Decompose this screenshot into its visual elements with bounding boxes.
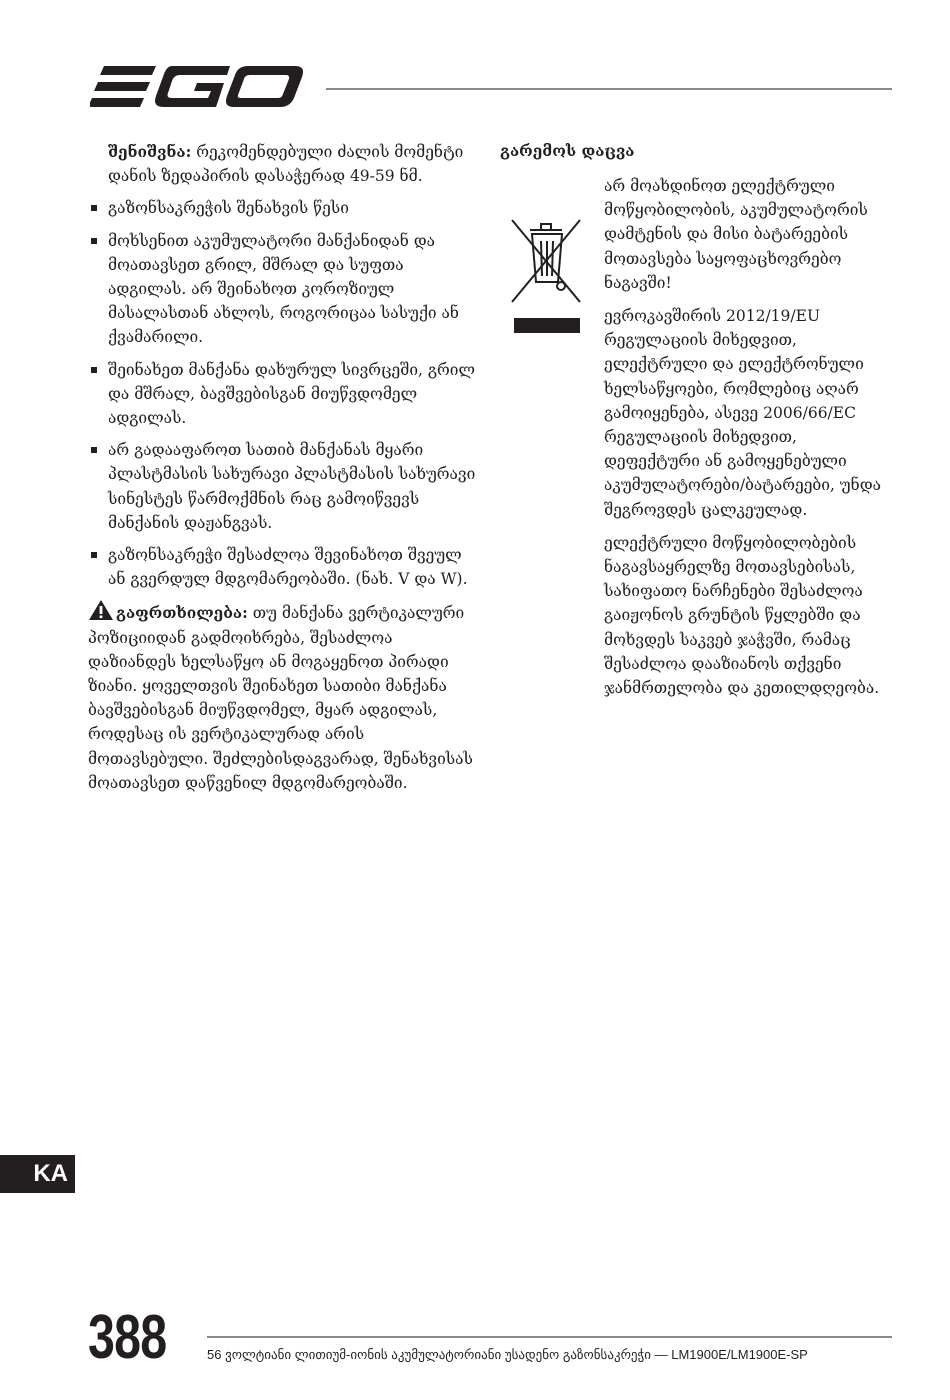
list-item bbox=[88, 229, 483, 350]
storage-list bbox=[88, 196, 483, 591]
list-item bbox=[88, 358, 483, 431]
warning-paragraph bbox=[88, 599, 483, 795]
ego-logo bbox=[90, 62, 305, 112]
list-item-text: მოხსენით აკუმულატორი მანქანიდან და მოათავსეთ გრილ, მშრალ და სუფთა ადგილას. არ შეინახოთ კოროზიულ მასალასთან ახლოს, როგორიცაა სასუქი ან ქვამარილი. bbox=[108, 231, 459, 347]
section-title: გარემოს დაცვა bbox=[500, 141, 635, 160]
environment-paragraph: ევროკავშირის 2012/19/EU რეგულაციის მიხედვით, ელექტრული და ელექტრონული ხელსაწყოები, რომლებიც აღარ გამოიყენება, ასევე 2006/66/EC რეგულაციის მიხედვით, დეფექტური ან გამოყენებული აკუმულატორები/ბატარეები, უნდა შეგროვდეს ცალკეულად. bbox=[604, 307, 882, 519]
list-item-text: გაზონსაკრეჭის შენახვის წესი bbox=[108, 199, 349, 218]
warning-label: გაფრთხილება: bbox=[116, 603, 248, 623]
footer-rule bbox=[207, 1336, 892, 1338]
crossed-out-bin-icon bbox=[508, 214, 584, 334]
bullet-square-icon bbox=[91, 447, 97, 453]
list-item-text: გაზონსაკრეჭი შესაძლოა შევინახოთ შვეულ ან გვერდულ მდგომარეობაში. (ნახ. V და W). bbox=[108, 546, 468, 589]
torque-note bbox=[88, 140, 483, 188]
list-item-text: შეინახეთ მანქანა დახურულ სივრცეში, გრილ და მშრალ, ბავშვებისგან მიუწვდომელ ადგილას. bbox=[108, 360, 475, 428]
left-column bbox=[88, 140, 483, 795]
note-label: შენიშვნა: bbox=[108, 142, 192, 161]
page-number: 388 bbox=[88, 1303, 167, 1372]
weee-block bbox=[500, 174, 892, 700]
list-item-text: არ გადააფაროთ სათიბ მანქანას მყარი პლასტმასის სახურავი პლასტმასის სახურავი სინესტეს წარმოქმნის რაც გამოიწვევს მანქანის დაჟანგვას. bbox=[108, 441, 476, 532]
bullet-square-icon bbox=[91, 552, 97, 558]
list-item bbox=[88, 543, 483, 591]
environment-text bbox=[604, 174, 892, 700]
bullet-square-icon bbox=[91, 205, 97, 211]
note-text: რეკომენდებული ძალის მომენტი დანის ზედაპირის დასაჭერად 49-59 ნმ. bbox=[108, 143, 464, 186]
environment-paragraph: ელექტრული მოწყობილობების ნაგავსაყრელზე მოთავსებისას, სახიფათო ნარჩენები შესაძლოა გაიჟონოს გრუნტის წყლებში და მოხვდეს საკვებ ჯაჭვში, რამაც შესაძლოა დააზიანოს თქვენი ჯანმრთელობა და კეთილდღეობა. bbox=[604, 533, 880, 698]
right-column bbox=[500, 140, 892, 709]
bullet-square-icon bbox=[91, 238, 97, 244]
warning-triangle-icon bbox=[88, 599, 114, 621]
environment-paragraph: არ მოახდინოთ ელექტრული მოწყობილობის, აკუმულატორის დამტენის და მისი ბატარეების მოთავსება საყოფაცხოვრებო ნაგავში! bbox=[604, 177, 868, 292]
bullet-square-icon bbox=[91, 367, 97, 373]
list-item bbox=[88, 438, 483, 535]
header-rule bbox=[326, 88, 892, 90]
language-tab: KA bbox=[0, 1155, 75, 1193]
footer-text: 56 ვოლტიანი ლითიუმ-იონის აკუმულატორიანი უსადენო გაზონსაკრეჭი — LM1900E/LM1900E-SP bbox=[207, 1347, 808, 1362]
list-item bbox=[88, 196, 483, 220]
warning-text: თუ მანქანა ვერტიკალური პოზიციიდან გადმოიხრება, შესაძლოა დაზიანდეს ხელსაწყო ან მოგაყენოთ პირადი ზიანი. ყოველთვის შეინახეთ სათიბი მანქანა ბავშვებისგან მიუწვდომელ, მყარ ადგილას, როდესაც ის ვერტიკალურად არის მოთავსებული. შეძლებისდაგვარად, შენახვისას მოათავსეთ დაწვენილ მდგომარეობაში. bbox=[88, 604, 473, 792]
